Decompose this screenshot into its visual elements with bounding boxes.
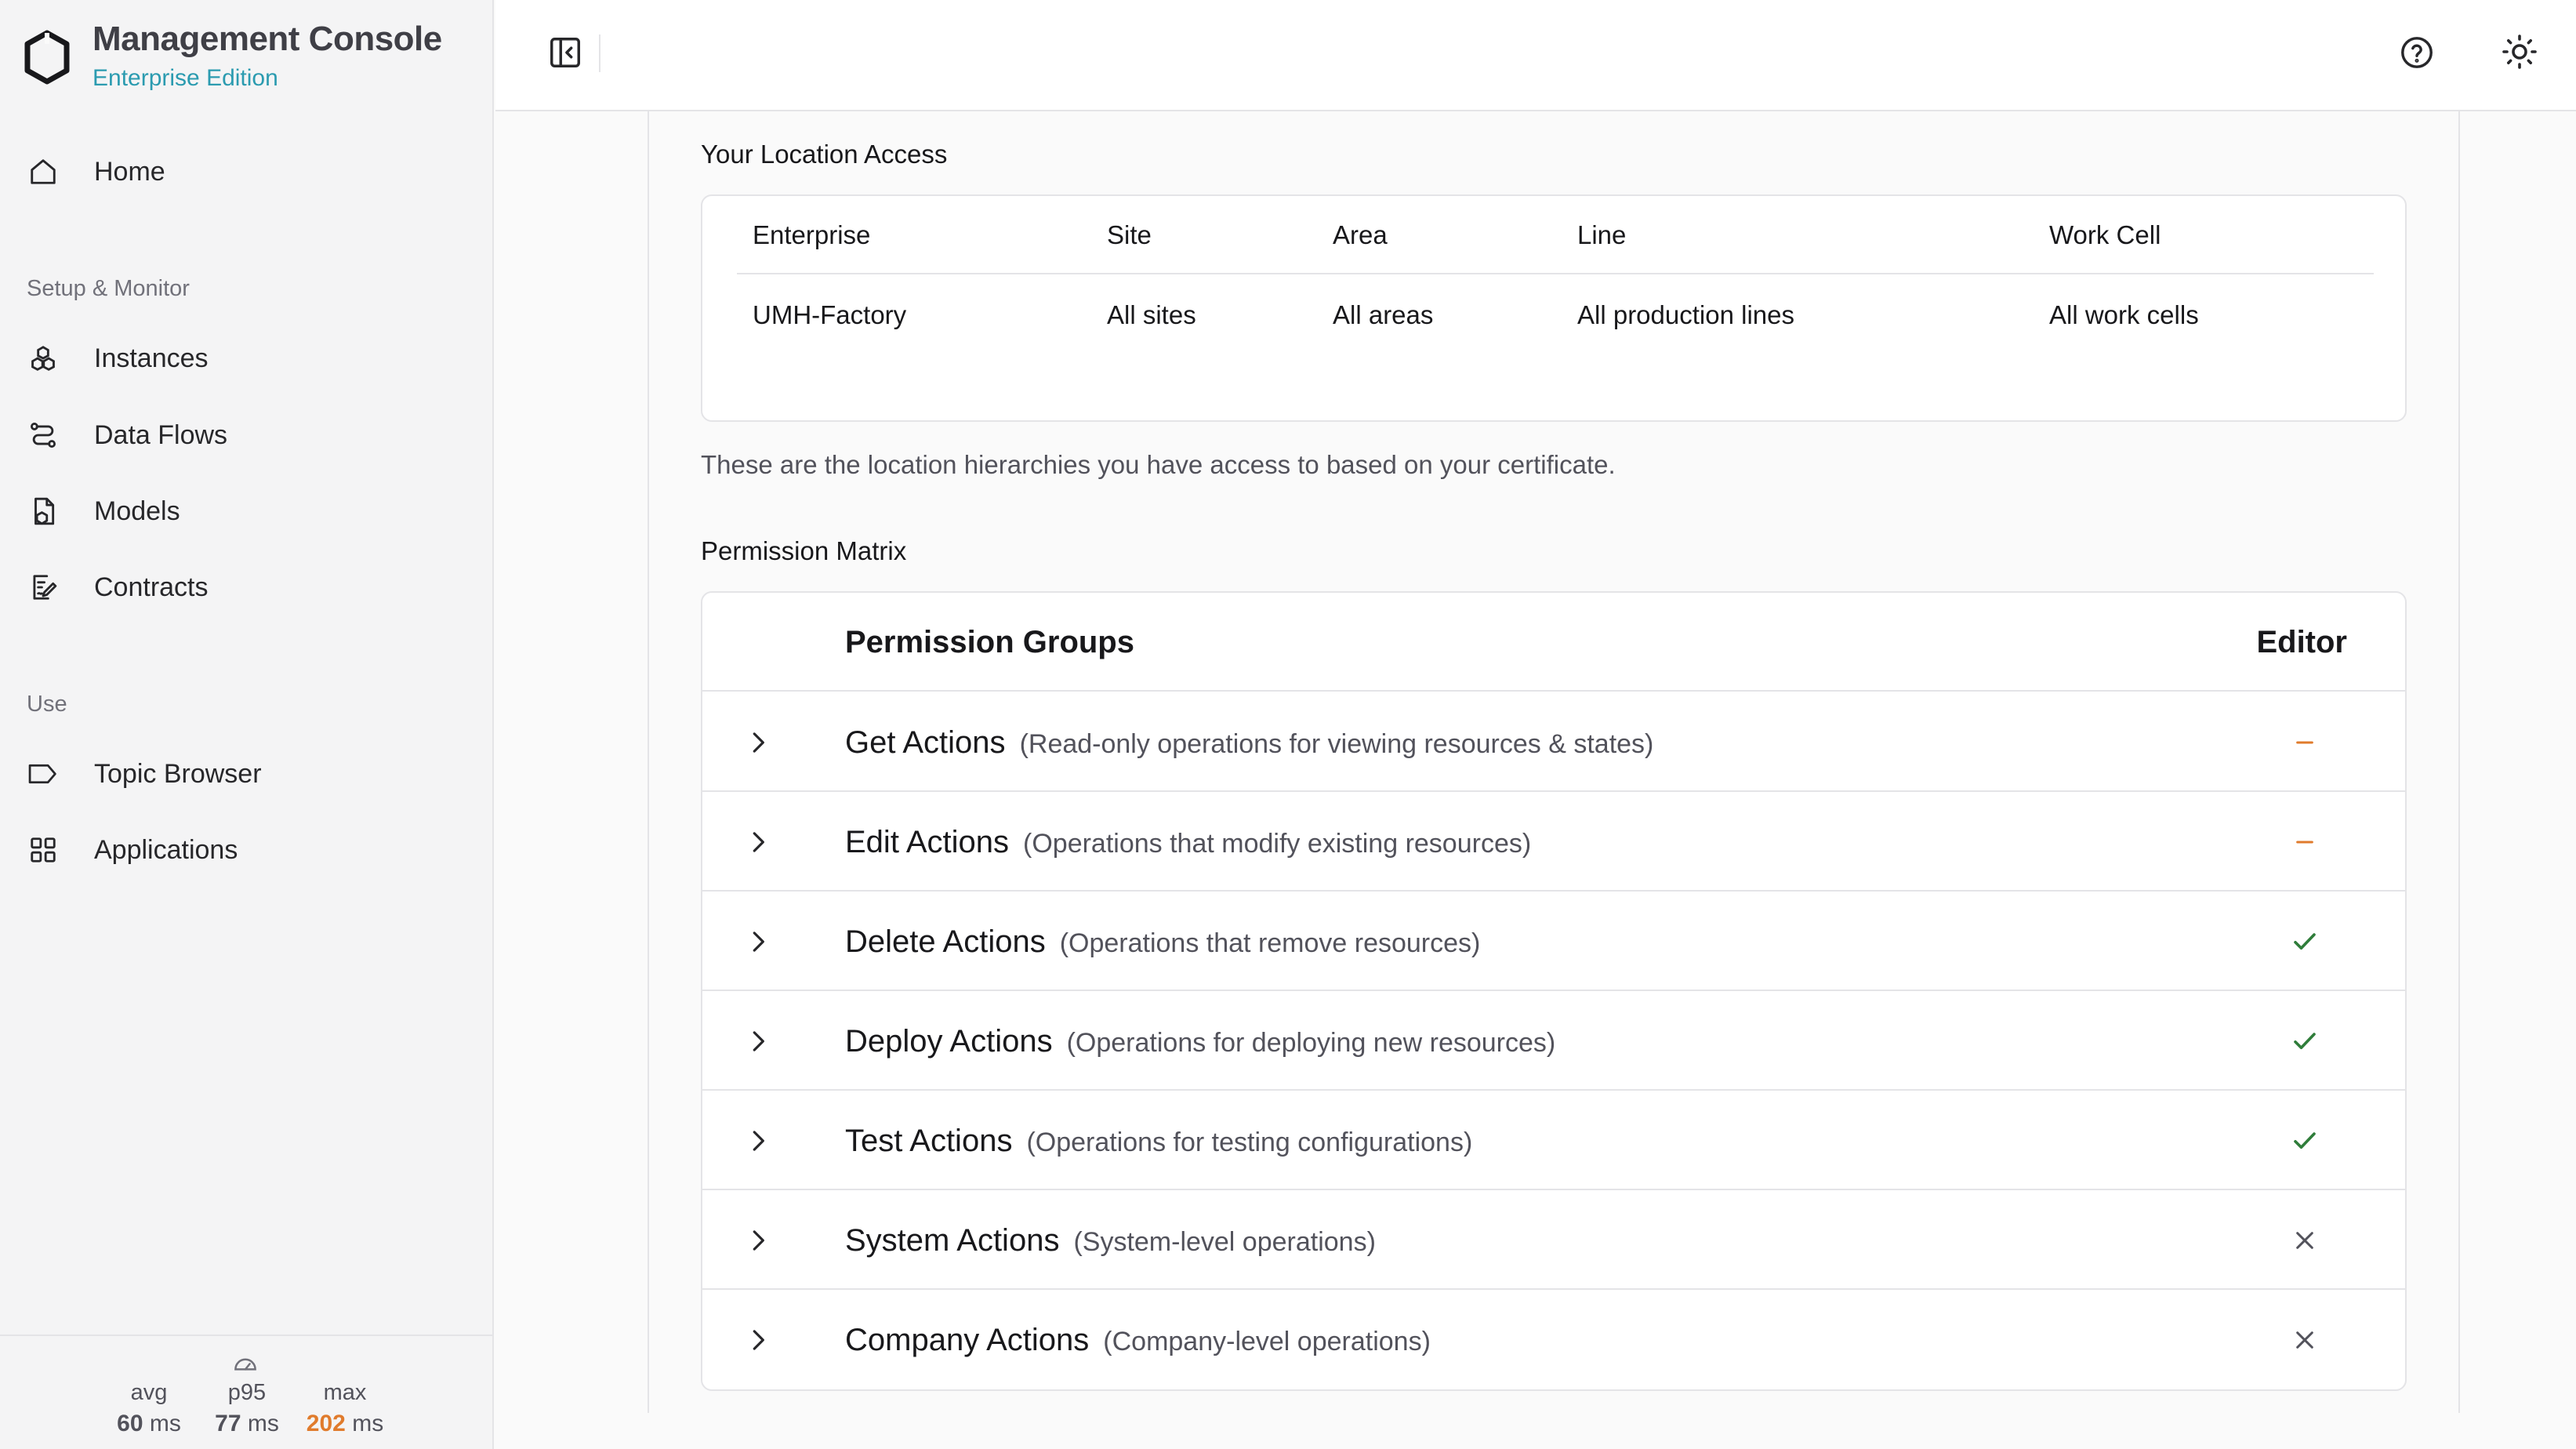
location-access-table xyxy=(701,194,2407,422)
check-icon xyxy=(2289,926,2320,957)
permission-row[interactable] xyxy=(702,693,2405,792)
chevron-right-icon[interactable] xyxy=(743,827,773,857)
chevron-right-icon[interactable] xyxy=(743,1126,773,1156)
latency-stats xyxy=(0,1335,494,1449)
table-row xyxy=(737,276,2374,354)
partial-icon xyxy=(2289,727,2320,758)
latency-unit: ms xyxy=(352,1411,384,1436)
home-icon xyxy=(27,155,60,188)
app-title: Management Console xyxy=(93,20,442,58)
sidebar-item-models[interactable] xyxy=(0,476,494,547)
sidebar-item-label: Instances xyxy=(94,343,209,373)
permission-group-name: System Actions xyxy=(845,1223,1060,1258)
chevron-right-icon[interactable] xyxy=(743,1026,773,1056)
latency-unit: ms xyxy=(149,1411,181,1436)
permission-row[interactable] xyxy=(702,1091,2405,1190)
brand[interactable] xyxy=(24,16,442,94)
models-icon xyxy=(27,495,60,528)
sidebar-item-contracts[interactable] xyxy=(0,552,494,623)
sidebar-toggle-icon[interactable] xyxy=(547,34,583,71)
latency-avg: avg 60 ms xyxy=(117,1380,181,1436)
permission-group-name: Edit Actions xyxy=(845,825,1010,859)
instances-icon xyxy=(27,342,60,375)
table-cell: All areas xyxy=(1333,300,1434,329)
divider xyxy=(599,34,600,72)
logo-icon xyxy=(24,30,71,85)
sidebar-item-instances[interactable] xyxy=(0,323,494,394)
column-header: Work Cell xyxy=(2049,220,2161,249)
cross-icon xyxy=(2289,1225,2320,1256)
permission-group-name: Test Actions xyxy=(845,1124,1013,1158)
tag-icon xyxy=(27,757,60,790)
chevron-right-icon[interactable] xyxy=(743,1325,773,1355)
app-edition: Enterprise Edition xyxy=(93,65,278,91)
latency-p95: p95 77 ms xyxy=(215,1380,279,1436)
latency-max-value: 202 xyxy=(306,1411,346,1436)
grid-icon xyxy=(27,833,60,866)
location-access-note: These are the location hierarchies you have access to based on your certificate. xyxy=(701,450,1616,479)
table-cell: UMH-Factory xyxy=(753,300,907,329)
sidebar xyxy=(0,0,494,1449)
latency-avg-value: 60 xyxy=(117,1411,143,1436)
table-header xyxy=(737,196,2374,274)
permission-matrix-table xyxy=(701,591,2407,1391)
sidebar-item-label: Contracts xyxy=(94,572,209,602)
permission-matrix-heading: Permission Matrix xyxy=(701,536,907,565)
location-access-heading: Your Location Access xyxy=(701,140,948,169)
latency-unit: ms xyxy=(247,1411,279,1436)
permission-group-name: Delete Actions xyxy=(845,924,1046,959)
table-cell: All production lines xyxy=(1577,300,1794,329)
table-cell: All work cells xyxy=(2049,300,2199,329)
permission-row[interactable] xyxy=(702,1291,2405,1389)
table-header xyxy=(702,593,2405,692)
column-header: Site xyxy=(1107,220,1152,249)
chevron-right-icon[interactable] xyxy=(743,728,773,757)
section-label-setup: Setup & Monitor xyxy=(27,276,190,301)
chevron-right-icon[interactable] xyxy=(743,1226,773,1255)
top-bar xyxy=(495,0,2576,111)
latency-max: max 202 ms xyxy=(306,1380,384,1436)
permission-row[interactable] xyxy=(702,1191,2405,1290)
chevron-right-icon[interactable] xyxy=(743,927,773,957)
cross-icon xyxy=(2289,1324,2320,1356)
sidebar-item-applications[interactable] xyxy=(0,815,494,885)
permission-group-description: (Read-only operations for viewing resources & states) xyxy=(1019,729,1654,759)
section-label-use: Use xyxy=(27,692,67,717)
latency-p95-value: 77 xyxy=(215,1411,241,1436)
column-header: Line xyxy=(1577,220,1627,249)
check-icon xyxy=(2289,1125,2320,1157)
permission-group-description: (Operations for deploying new resources) xyxy=(1066,1028,1556,1058)
main-content xyxy=(648,111,2460,1413)
sun-icon[interactable] xyxy=(2501,33,2538,71)
permission-group-name: Company Actions xyxy=(845,1323,1090,1357)
sidebar-item-label: Topic Browser xyxy=(94,758,262,789)
sidebar-item-label: Models xyxy=(94,496,180,526)
sidebar-item-label: Data Flows xyxy=(94,419,228,450)
permission-row[interactable] xyxy=(702,892,2405,991)
permission-group-name: Deploy Actions xyxy=(845,1024,1053,1059)
sidebar-item-topic-browser[interactable] xyxy=(0,739,494,809)
permission-group-description: (Operations that remove resources) xyxy=(1059,928,1481,958)
partial-icon xyxy=(2289,826,2320,858)
contracts-icon xyxy=(27,571,60,604)
permission-group-description: (System-level operations) xyxy=(1073,1227,1376,1257)
sidebar-item-label: Home xyxy=(94,156,165,187)
permission-group-name: Get Actions xyxy=(845,725,1006,760)
column-header-groups: Permission Groups xyxy=(845,625,1134,659)
permission-row[interactable] xyxy=(702,992,2405,1091)
permission-group-description: (Company-level operations) xyxy=(1103,1327,1431,1356)
column-header-editor: Editor xyxy=(2256,625,2347,659)
data-flows-icon xyxy=(27,419,60,452)
table-cell: All sites xyxy=(1107,300,1196,329)
column-header: Area xyxy=(1333,220,1388,249)
sidebar-item-data-flows[interactable] xyxy=(0,400,494,470)
help-icon[interactable] xyxy=(2399,34,2435,71)
column-header: Enterprise xyxy=(753,220,871,249)
permission-group-description: (Operations for testing configurations) xyxy=(1026,1128,1473,1157)
sidebar-item-home[interactable] xyxy=(0,136,494,207)
check-icon xyxy=(2289,1026,2320,1057)
permission-group-description: (Operations that modify existing resources) xyxy=(1023,829,1532,859)
sidebar-item-label: Applications xyxy=(94,834,238,865)
gauge-icon xyxy=(232,1352,259,1374)
permission-row[interactable] xyxy=(702,793,2405,892)
